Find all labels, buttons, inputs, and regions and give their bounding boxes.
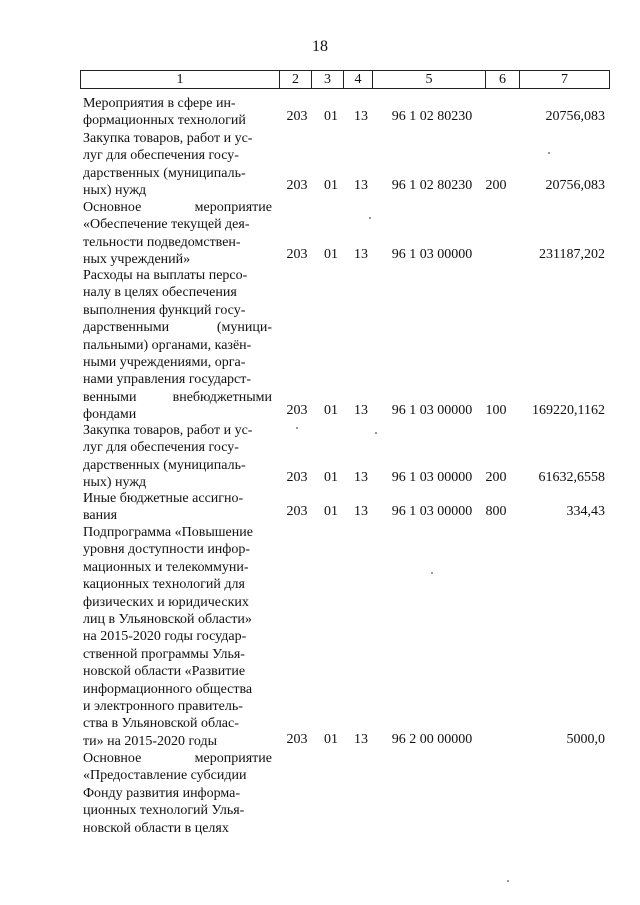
code-2: 203 [286, 732, 308, 747]
desc-line: «Обеспечение текущей дея- [83, 217, 250, 233]
desc-line: ти» на 2015-2020 годы [83, 733, 217, 749]
header-col-6: 6 [486, 71, 520, 88]
desc-line: Основное мероприятие [83, 200, 272, 215]
desc-line: Закупка товаров, работ и ус- [83, 423, 253, 438]
amount: 5000,0 [566, 732, 605, 747]
row-description [83, 524, 272, 750]
desc-line: ства в Ульяновской облас- [83, 716, 239, 732]
amount: 169220,1162 [532, 403, 605, 418]
code-3: 01 [324, 109, 338, 124]
amount: 61632,6558 [538, 470, 605, 485]
desc-line: лиц в Ульяновской области» [83, 612, 252, 628]
code-4: 13 [354, 732, 368, 747]
desc-line: ственной программы Улья- [83, 646, 245, 662]
code-6: 100 [485, 403, 507, 418]
desc-line: Закупка товаров, работ и ус- [83, 131, 253, 146]
desc-line: тельности подведомствен- [83, 234, 241, 250]
code-5: 96 1 03 00000 [391, 470, 473, 485]
code-3: 01 [324, 470, 338, 485]
header-col-1: 1 [81, 71, 280, 88]
desc-line: венными внебюджетными [83, 389, 272, 405]
desc-line: Иные бюджетные ассигно- [83, 491, 244, 506]
desc-line: налу в целях обеспечения [83, 285, 237, 301]
desc-line: уровня доступности инфор- [83, 542, 251, 558]
desc-line: пальными) органами, казён- [83, 337, 252, 353]
desc-line: ционных технологий Улья- [83, 803, 245, 819]
code-3: 01 [324, 504, 338, 519]
code-6: 200 [485, 178, 507, 193]
row-description [83, 422, 272, 492]
desc-line: ных) нужд [83, 183, 147, 199]
code-6: 800 [485, 504, 507, 519]
code-4: 13 [354, 403, 368, 418]
scan-speck [369, 217, 371, 219]
desc-line: новской области «Развитие [83, 664, 246, 680]
desc-line: на 2015-2020 годы государ- [83, 629, 247, 645]
code-2: 203 [286, 504, 308, 519]
code-4: 13 [354, 109, 368, 124]
table-header [80, 70, 610, 89]
code-2: 203 [286, 470, 308, 485]
header-col-7: 7 [561, 71, 568, 87]
code-6: 200 [485, 470, 507, 485]
code-4: 13 [354, 504, 368, 519]
code-4: 13 [354, 178, 368, 193]
code-5: 96 1 03 00000 [391, 403, 473, 418]
row-description [83, 199, 272, 269]
desc-line: дарственных (муниципаль- [83, 457, 246, 473]
desc-line: ных учреждений» [83, 252, 191, 268]
desc-line: «Предоставление субсидии [83, 768, 247, 784]
code-5: 96 1 02 80230 [391, 178, 473, 193]
scan-speck [507, 880, 509, 882]
desc-line: Основное мероприятие [83, 751, 272, 766]
code-5: 96 1 03 00000 [391, 247, 473, 262]
desc-line: Расходы на выплаты персо- [83, 268, 248, 283]
desc-line: луг для обеспечения госу- [83, 440, 239, 456]
amount: 20756,083 [545, 109, 605, 124]
desc-line: кационных технологий для [83, 577, 245, 593]
code-2: 203 [286, 403, 308, 418]
scan-speck [296, 427, 298, 429]
desc-line: Фонду развития информа- [83, 785, 241, 801]
desc-line: физических и юридических [83, 594, 249, 610]
code-3: 01 [324, 178, 338, 193]
row-description [83, 750, 272, 837]
page-number: 18 [312, 38, 328, 55]
row-description [83, 95, 272, 130]
code-5: 96 1 02 80230 [391, 109, 473, 124]
desc-line: ными учреждениями, орга- [83, 355, 246, 371]
desc-line: Подпрограмма «Повышение [83, 525, 253, 540]
code-3: 01 [324, 247, 338, 262]
desc-line: вания [83, 508, 118, 524]
desc-line: нами управления государст- [83, 372, 252, 388]
desc-line: и электронного правитель- [83, 699, 243, 715]
code-4: 13 [354, 470, 368, 485]
code-2: 203 [286, 247, 308, 262]
desc-line: фондами [83, 407, 137, 423]
desc-line: выполнения функций госу- [83, 302, 246, 318]
amount: 231187,202 [539, 247, 605, 262]
code-3: 01 [324, 732, 338, 747]
desc-line: дарственных (муниципаль- [83, 165, 246, 181]
amount: 334,43 [566, 504, 605, 519]
scan-speck [431, 572, 433, 574]
desc-line: мационных и телекоммуни- [83, 559, 249, 575]
desc-line: Мероприятия в сфере ин- [83, 96, 236, 111]
code-3: 01 [324, 403, 338, 418]
header-col-4: 4 [344, 71, 373, 88]
desc-line: новской области в целях [83, 820, 229, 836]
desc-line: ных) нужд [83, 475, 147, 491]
desc-line: информационного общества [83, 681, 253, 697]
code-5: 96 1 03 00000 [391, 504, 473, 519]
desc-line: дарственными (муници- [83, 320, 272, 336]
code-2: 203 [286, 178, 308, 193]
row-description [83, 490, 272, 525]
scan-speck [375, 432, 377, 434]
row-description [83, 130, 272, 200]
code-2: 203 [286, 109, 308, 124]
amount: 20756,083 [545, 178, 605, 193]
desc-line: луг для обеспечения госу- [83, 148, 239, 164]
scan-speck [548, 152, 550, 154]
desc-line: формационных технологий [83, 113, 246, 129]
header-col-2: 2 [280, 71, 312, 88]
header-col-3: 3 [312, 71, 344, 88]
code-4: 13 [354, 247, 368, 262]
row-description [83, 267, 272, 424]
code-5: 96 2 00 00000 [391, 732, 473, 747]
header-col-5: 5 [373, 71, 486, 88]
